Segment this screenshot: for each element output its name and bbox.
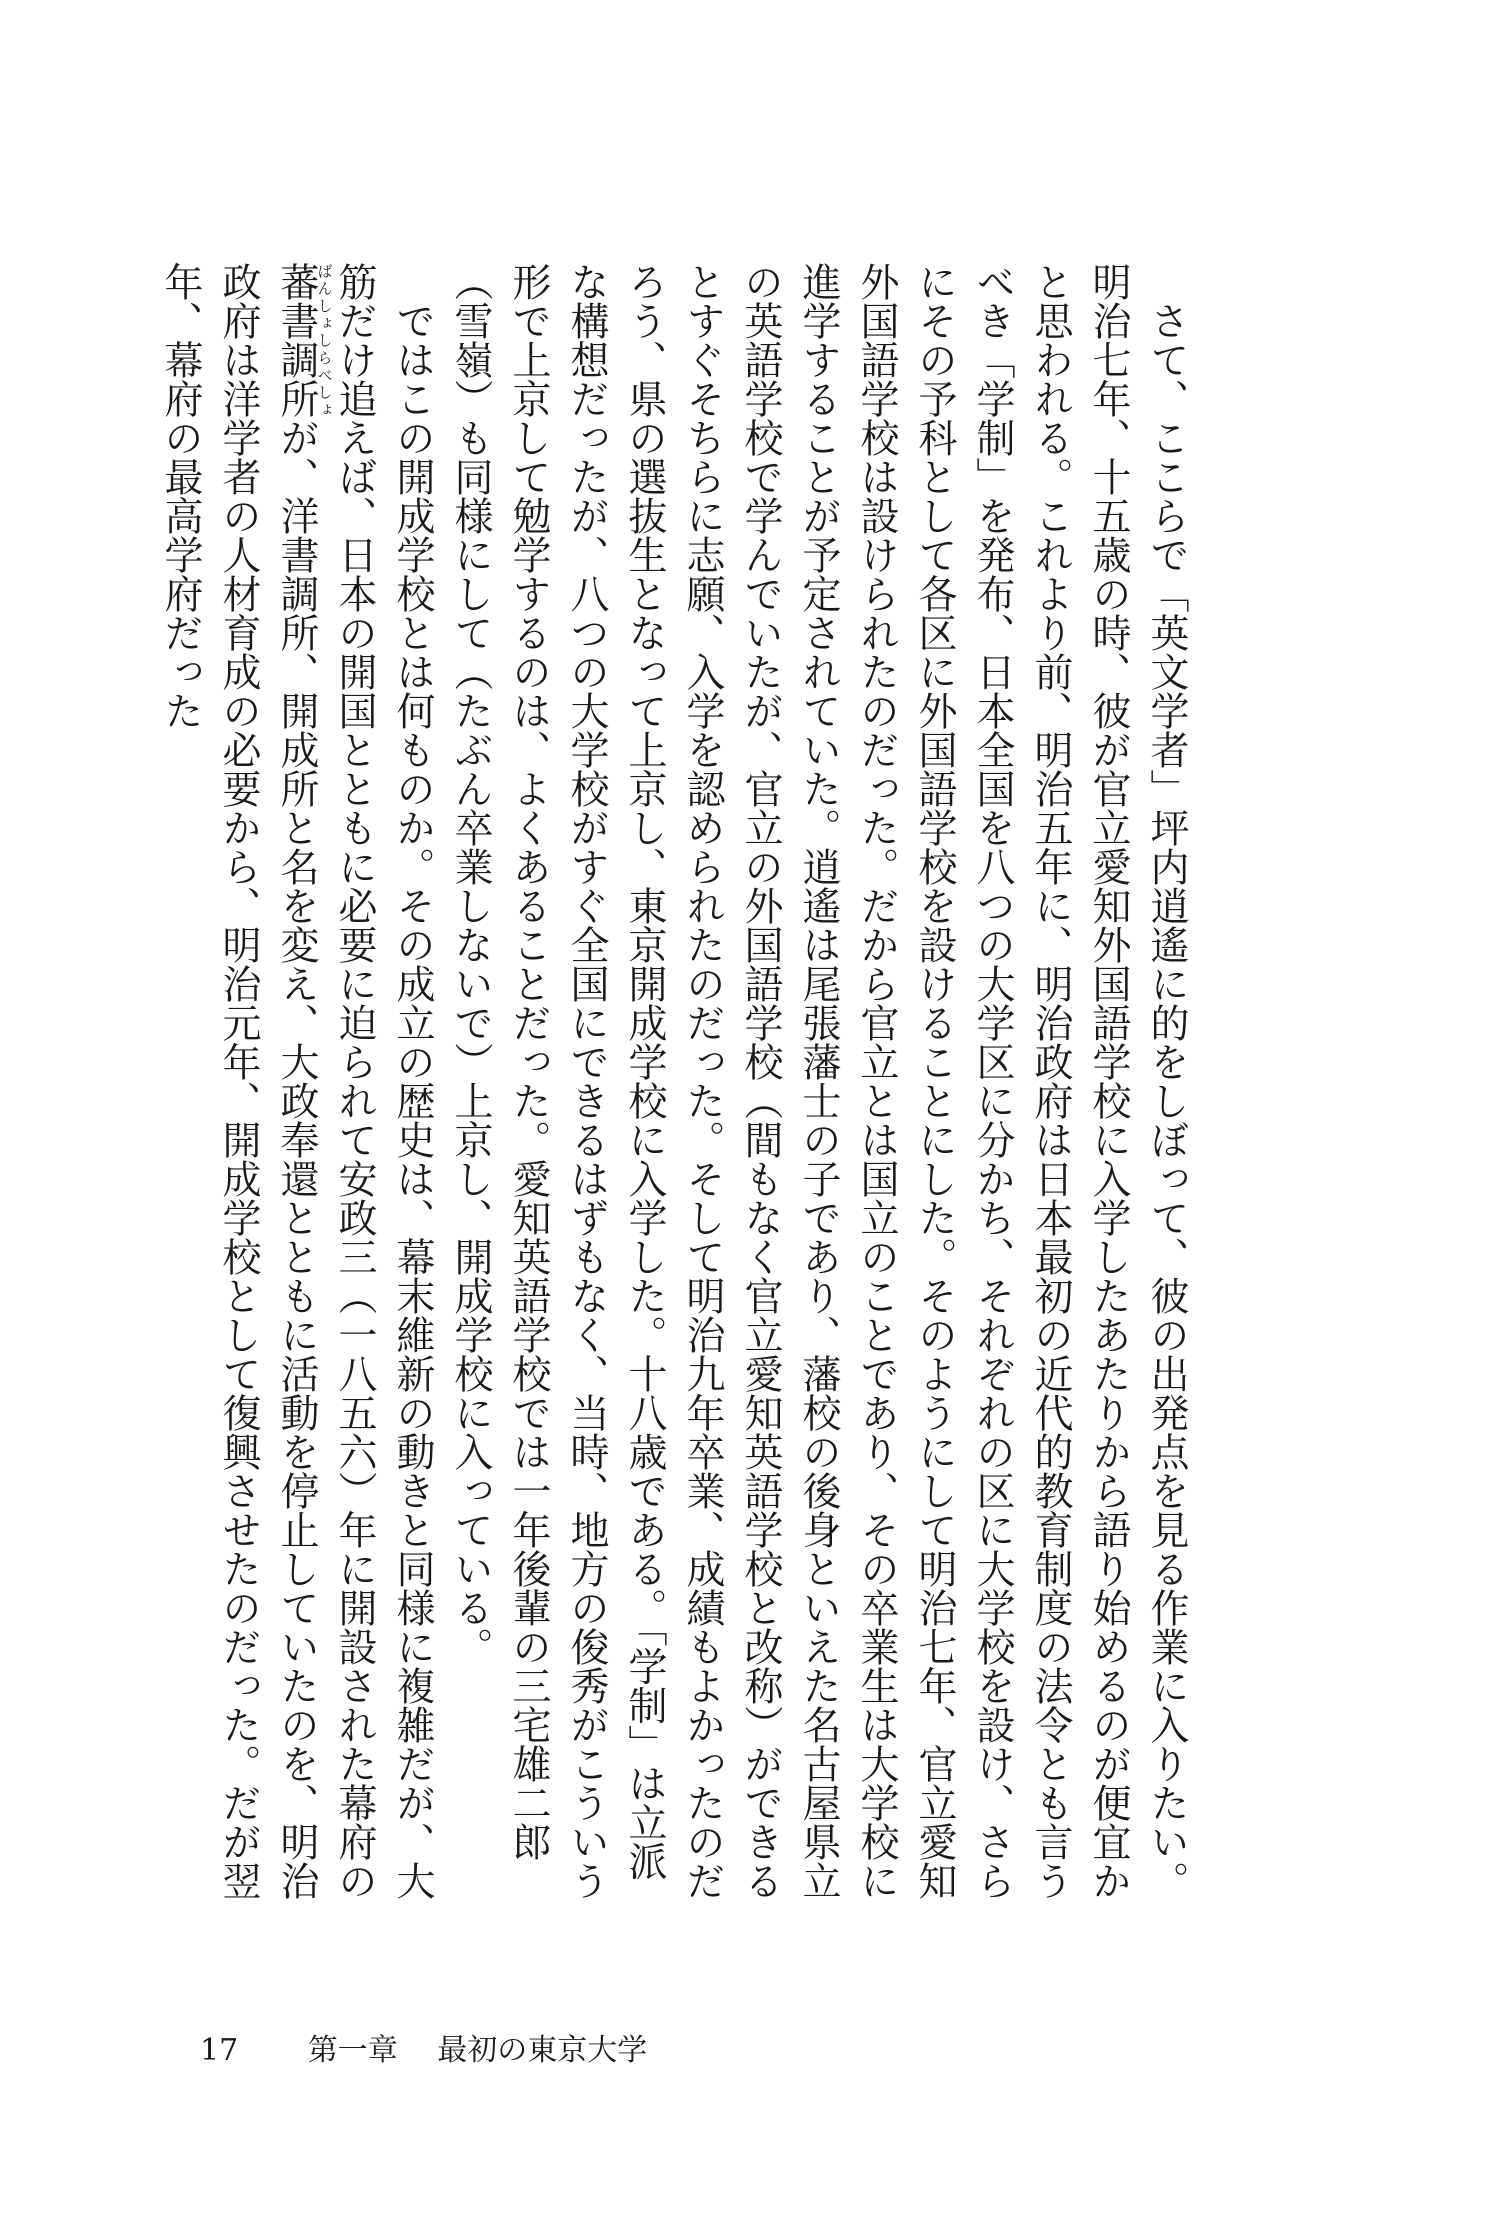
chapter-label: 第一章: [307, 2033, 398, 2068]
paragraph-2-text-before: ではこの開成学校とは何ものか。その成立の歴史は、幕末維新の動きと同様に複雑だが、大筋だけ追えば、日本の開国とともに必要に迫られて安政三（一八五六）年に開設された幕府の: [332, 262, 435, 1900]
ruby-bansho-shirabesho: [274, 262, 334, 418]
chapter-title: 最初の東京大学: [437, 2033, 648, 2068]
body-text: [158, 262, 1195, 1902]
page-footer: [200, 2025, 647, 2069]
paragraph-1: さて、ここらで「英文学者」坪内逍遙に的をしぼって、彼の出発点を見る作業に入りたい。明治七年、十五歳の時、彼が官立愛知外国語学校に入学したあたりから語り始めるのが便宜かと思われる。これより前、明治五年に、明治政府は日本最初の近代的教育制度の法令とも言うべき「学制」を発布、日本全国を八つの大学区に分かち、それぞれの区に大学校を設け、さらにその予科として各区に外国語学校を設けることにした。そのようにして明治七年、官立愛知外国語学校は設けられたのだった。だから官立とは国立のことであり、その卒業生は大学校に進学することが予定されていた。逍遙は尾張藩士の子であり、藩校の後身といえた名古屋県立の英語学校で学んでいたが、官立の外国語学校（間もなく官立愛知英語学校と改称）ができるとすぐそちらに志願、入学を認められたのだった。そして明治九年卒業、成績もよかったのだろう、県の選抜生となって上京し、東京開成学校に入学した。十八歳である。「学制」は立派な構想だったが、八つの大学校がすぐ全国にできるはずもなく、当時、地方の俊秀がこういう形で上京して勉学するのは、よくあることだった。愛知英語学校では一年後輩の三宅雄二郎（雪嶺）も同様にして（たぶん卒業しないで）上京し、開成学校に入っている。: [448, 262, 1189, 1900]
ruby-base: 蕃書調所: [274, 262, 319, 418]
paragraph-2-text-after: が、洋書調所、開成所と名を変え、大政奉還とともに活動を停止していたのを、明治政府は洋学者の人材育成の必要から、明治元年、開成学校として復興させたのだった。だが翌年、幕府の最高学府だった: [158, 262, 319, 1900]
page-number: 17: [200, 2033, 239, 2068]
ruby-reading: ばんしょしらべしょ: [315, 262, 334, 418]
paragraph-2: [151, 262, 441, 1902]
